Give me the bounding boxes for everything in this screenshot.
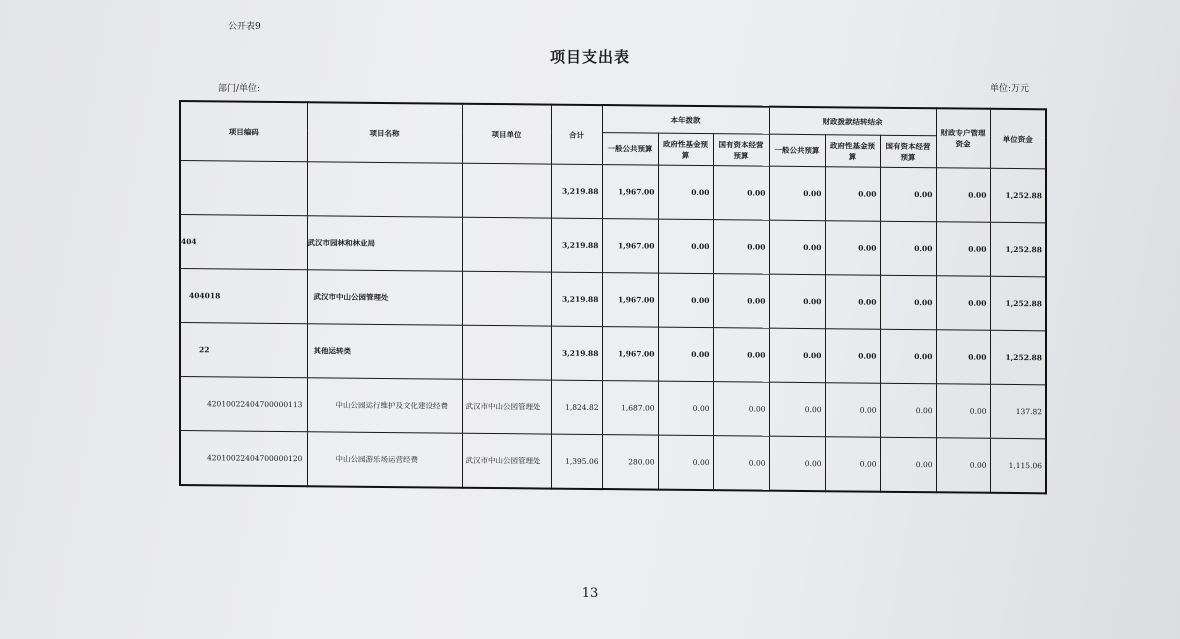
subheader: 国有资本经营预算 — [880, 135, 936, 168]
department-label: 部门/单位: — [218, 84, 261, 94]
header-unit-fund: 单位资金 — [990, 109, 1046, 169]
header-prior-carryover: 财政拨款结转结余 — [769, 107, 936, 136]
amount-cell: 1,252.88 — [990, 168, 1046, 223]
amount-cell: 0.00 — [880, 167, 936, 222]
amount-cell: 1,252.88 — [990, 330, 1046, 385]
amount-cell: 137.82 — [990, 384, 1046, 439]
amount-cell: 0.00 — [713, 436, 769, 491]
project-code-cell: 42010022404700000113 — [180, 377, 307, 432]
amount-cell: 0.00 — [658, 381, 713, 436]
amount-cell: 1,967.00 — [602, 327, 658, 382]
project-unit-cell: 武汉市中山公园管理处 — [462, 433, 551, 488]
amount-cell: 0.00 — [713, 328, 769, 383]
project-code-cell: 22 — [180, 323, 307, 378]
project-unit-cell — [462, 325, 551, 380]
amount-cell: 0.00 — [713, 166, 769, 221]
project-name-cell: 中山公园运行维护及文化建设经费 — [307, 378, 462, 433]
amount-cell: 0.00 — [769, 382, 825, 437]
project-unit-cell: 武汉市中山公园管理处 — [462, 379, 551, 434]
subheader: 一般公共预算 — [602, 133, 658, 166]
amount-cell: 0.00 — [658, 327, 713, 382]
amount-cell: 1,395.06 — [551, 434, 602, 489]
project-expenditure-table — [179, 100, 1047, 494]
amount-cell: 1,252.88 — [990, 222, 1046, 277]
header-current-year: 本年拨款 — [602, 105, 769, 134]
project-name-cell: 其他运转类 — [307, 324, 462, 379]
table-row — [180, 269, 1046, 331]
project-code-cell: 42010022404700000120 — [180, 431, 307, 487]
project-name-cell: 武汉市园林和林业局 — [307, 216, 462, 271]
table-row — [180, 323, 1046, 385]
header-special-fund: 财政专户管理资金 — [936, 108, 990, 168]
project-unit-cell — [462, 217, 551, 272]
header-name: 项目名称 — [307, 102, 462, 163]
amount-cell: 0.00 — [880, 221, 936, 276]
table-row — [180, 215, 1046, 277]
amount-cell: 1,115.06 — [990, 438, 1046, 493]
amount-cell: 0.00 — [936, 330, 990, 385]
amount-cell: 1,824.82 — [551, 380, 602, 434]
unit-label: 单位:万元 — [990, 84, 1030, 94]
amount-cell: 0.00 — [769, 436, 825, 491]
project-name-cell — [307, 162, 462, 217]
header-total: 合计 — [551, 105, 602, 165]
project-unit-cell — [462, 163, 551, 218]
amount-cell: 0.00 — [713, 274, 769, 329]
project-name-cell: 中山公园游乐场运营经费 — [307, 432, 462, 488]
amount-cell: 0.00 — [825, 221, 880, 276]
amount-cell: 0.00 — [825, 167, 880, 222]
table-row — [180, 161, 1046, 223]
header-code: 项目编码 — [180, 101, 307, 162]
amount-cell: 1,252.88 — [990, 276, 1046, 331]
amount-cell: 0.00 — [713, 220, 769, 275]
amount-cell: 280.00 — [602, 435, 658, 490]
amount-cell: 0.00 — [936, 438, 990, 493]
amount-cell: 0.00 — [769, 220, 825, 275]
amount-cell: 1,967.00 — [602, 165, 658, 220]
header-unit: 项目单位 — [462, 104, 551, 164]
table-row — [180, 431, 1046, 494]
amount-cell: 0.00 — [936, 222, 990, 277]
project-unit-cell — [462, 271, 551, 326]
amount-cell: 0.00 — [825, 329, 880, 384]
project-name-cell: 武汉市中山公园管理处 — [307, 270, 462, 325]
amount-cell: 0.00 — [713, 382, 769, 437]
amount-cell: 0.00 — [825, 437, 880, 492]
subheader: 政府性基金预算 — [825, 135, 880, 168]
amount-cell: 0.00 — [880, 383, 936, 438]
amount-cell: 1,687.00 — [602, 381, 658, 436]
amount-cell: 0.00 — [880, 275, 936, 330]
amount-cell: 3,219.88 — [551, 164, 602, 218]
project-code-cell: 404 — [180, 215, 307, 270]
form-code: 公开表9 — [228, 22, 261, 32]
amount-cell: 0.00 — [825, 383, 880, 438]
amount-cell: 0.00 — [825, 275, 880, 330]
amount-cell: 1,967.00 — [602, 219, 658, 274]
amount-cell: 0.00 — [658, 219, 713, 274]
amount-cell: 0.00 — [769, 166, 825, 221]
amount-cell: 0.00 — [936, 168, 990, 223]
table-row — [180, 377, 1046, 439]
subheader: 一般公共预算 — [769, 134, 825, 167]
amount-cell: 0.00 — [880, 437, 936, 492]
amount-cell: 0.00 — [658, 273, 713, 328]
amount-cell: 0.00 — [880, 329, 936, 384]
amount-cell: 1,967.00 — [602, 273, 658, 328]
amount-cell: 0.00 — [658, 435, 713, 490]
amount-cell: 0.00 — [936, 276, 990, 331]
project-code-cell: 404018 — [180, 269, 307, 324]
amount-cell: 3,219.88 — [551, 326, 602, 380]
table-body — [180, 161, 1046, 494]
amount-cell: 0.00 — [769, 328, 825, 383]
page-number: 13 — [581, 586, 599, 601]
amount-cell: 3,219.88 — [551, 218, 602, 272]
amount-cell: 0.00 — [936, 384, 990, 439]
subheader: 国有资本经营预算 — [713, 134, 769, 167]
subheader: 政府性基金预算 — [658, 133, 713, 166]
amount-cell: 3,219.88 — [551, 272, 602, 326]
amount-cell: 0.00 — [658, 165, 713, 220]
project-code-cell — [180, 161, 307, 216]
page-title: 项目支出表 — [549, 48, 630, 66]
amount-cell: 0.00 — [769, 274, 825, 329]
